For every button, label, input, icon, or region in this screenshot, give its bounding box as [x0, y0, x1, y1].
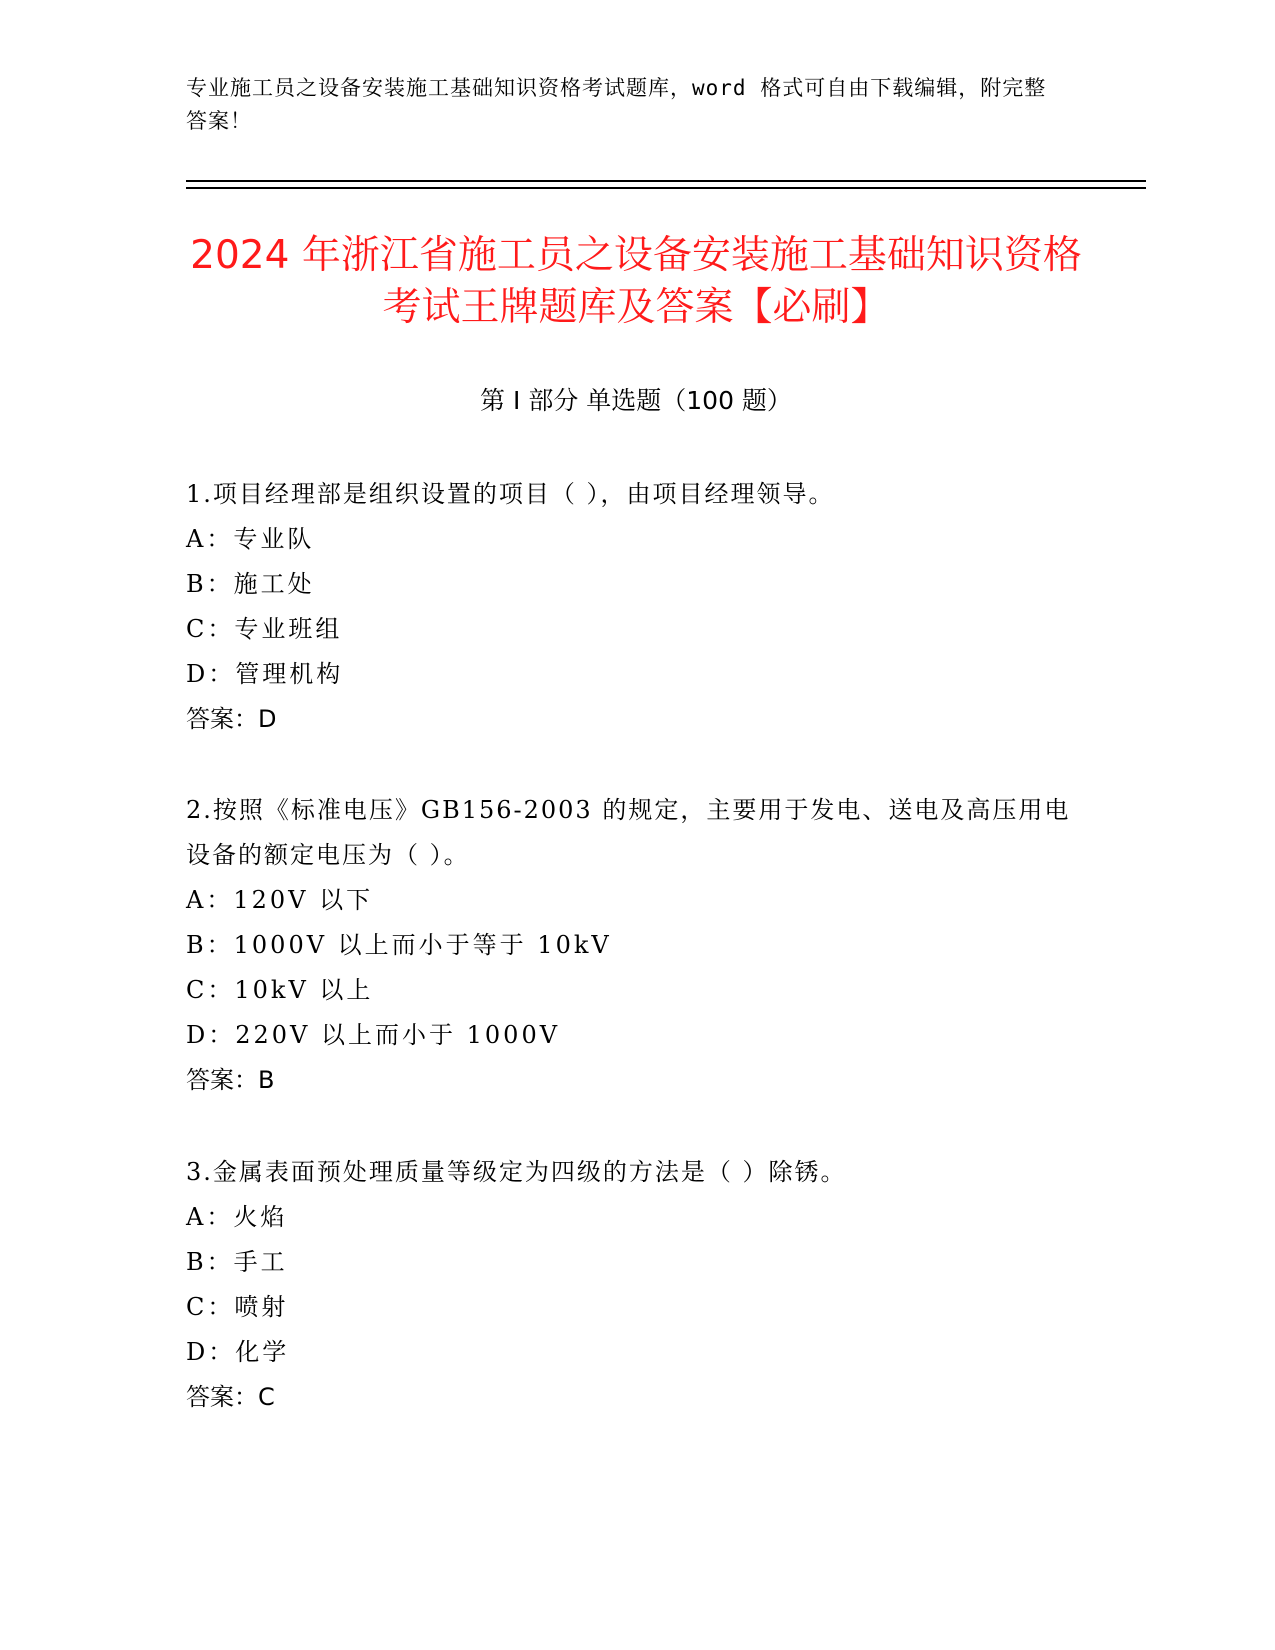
option-b: B：1000V 以上而小于等于 10kV: [186, 931, 612, 959]
question-block: [186, 788, 1086, 1103]
option-b: B：施工处: [186, 570, 315, 598]
option-a: A：120V 以下: [186, 886, 374, 914]
option-c: C：喷射: [186, 1293, 289, 1321]
question-block: [186, 472, 1086, 742]
option-b: B：手工: [186, 1248, 288, 1276]
document-title: 2024 年浙江省施工员之设备安装施工基础知识资格考试王牌题库及答案【必刷】: [190, 233, 1082, 330]
option-d: D：220V 以上而小于 1000V: [186, 1021, 561, 1049]
option-c: C：10kV 以上: [186, 976, 374, 1004]
option-c: C：专业班组: [186, 615, 343, 643]
option-d: D：管理机构: [186, 660, 344, 688]
option-a: A：专业队: [186, 525, 315, 553]
question-block: [186, 1150, 1086, 1420]
answer-line: 答案：B: [186, 1066, 275, 1094]
section-title: 第 I 部分 单选题（100 题）: [480, 386, 792, 415]
question-stem: 1.项目经理部是组织设置的项目（ ），由项目经理领导。: [186, 480, 835, 508]
option-a: A：火焰: [186, 1203, 288, 1231]
option-d: D：化学: [186, 1338, 290, 1366]
header-divider-top: [186, 180, 1146, 182]
header-divider-bottom: [186, 187, 1146, 189]
answer-line: 答案：D: [186, 705, 277, 733]
answer-line: 答案：C: [186, 1383, 275, 1411]
header-note: 专业施工员之设备安装施工基础知识资格考试题库，word 格式可自由下载编辑，附完整答案！: [186, 76, 1047, 133]
question-stem: 3.金属表面预处理质量等级定为四级的方法是（ ）除锈。: [186, 1158, 847, 1186]
question-stem: 2.按照《标准电压》GB156-2003 的规定，主要用于发电、送电及高压用电设备的额定电压为（ ）。: [186, 796, 1071, 869]
